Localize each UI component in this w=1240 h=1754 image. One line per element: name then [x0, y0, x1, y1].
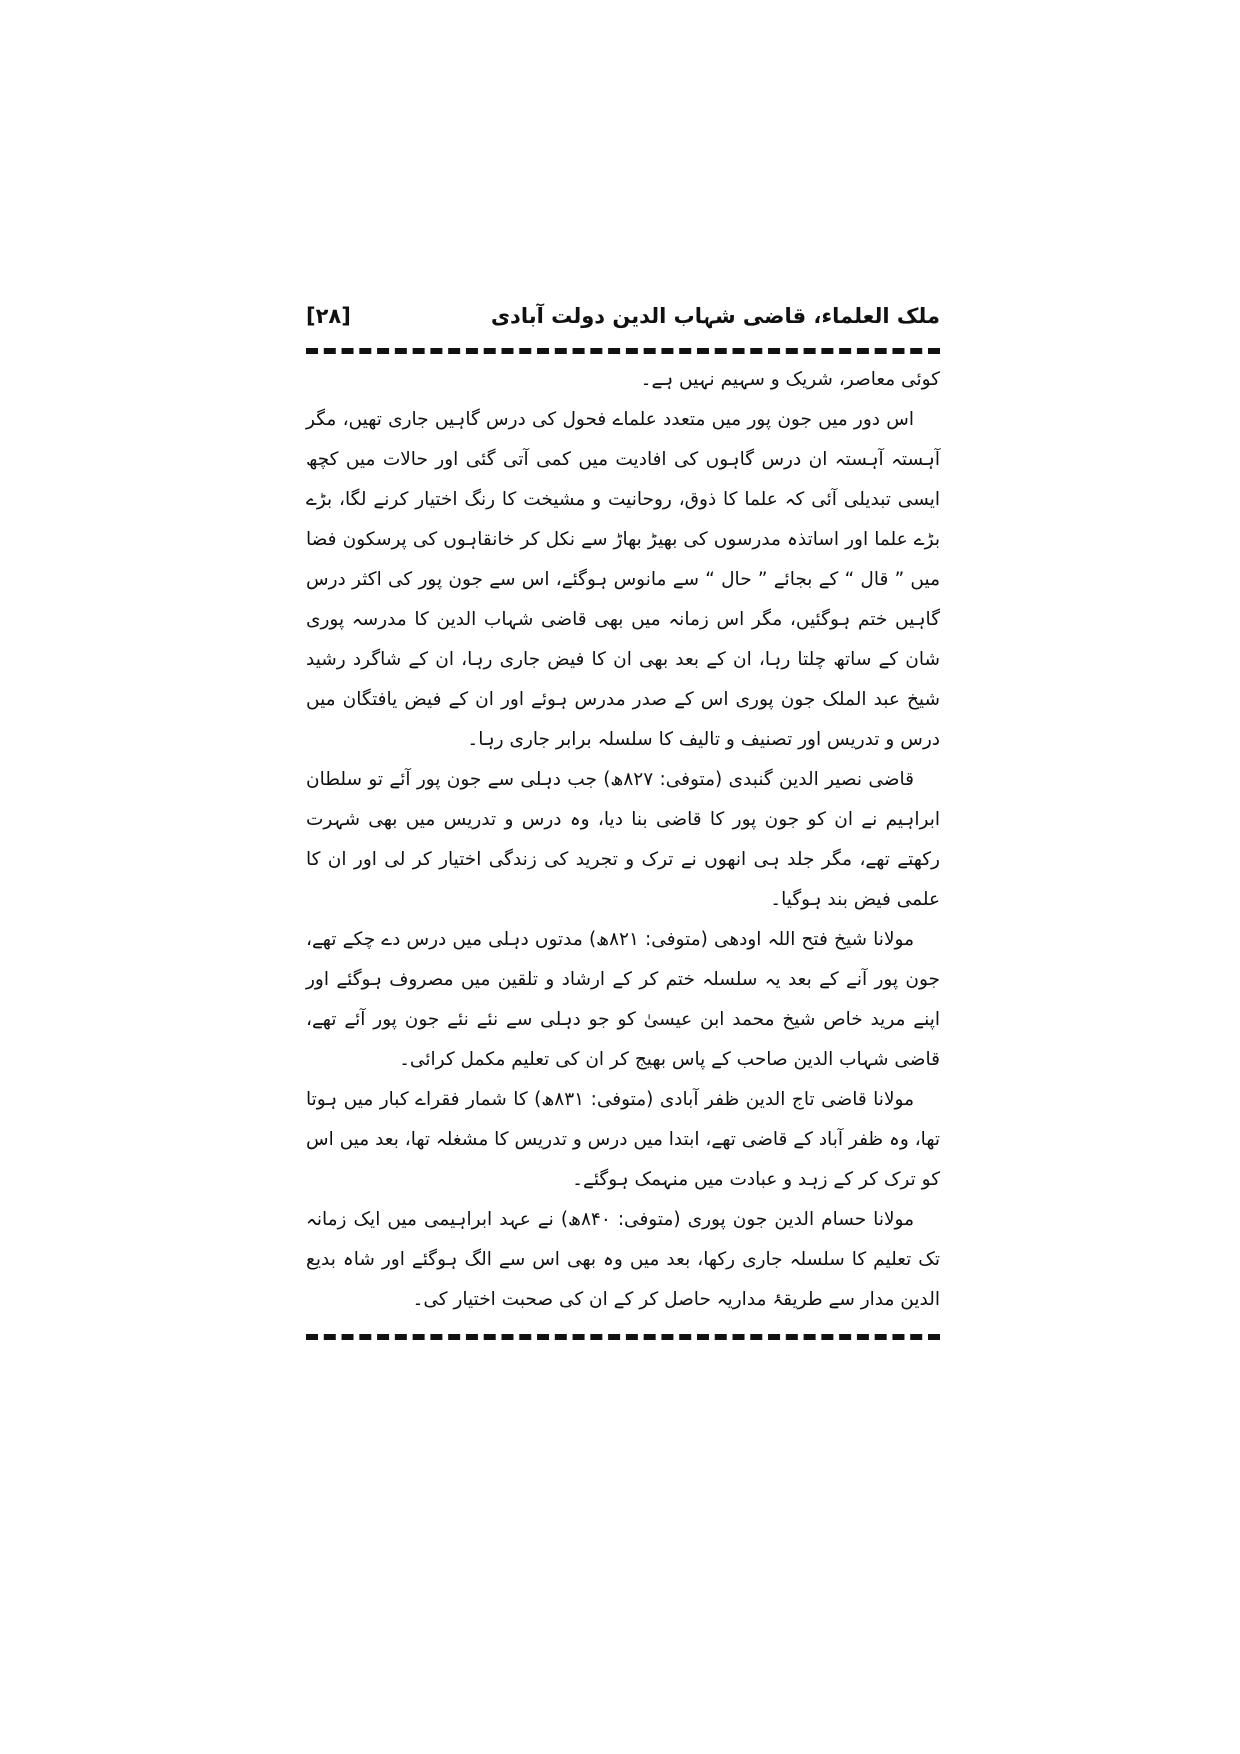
page-header — [306, 300, 940, 342]
paragraph-tajuddin-zafarabadi: مولانا قاضی تاج الدین ظفر آبادی (متوفی: ۸۳۱ھ) کا شمار فقراے کبار میں ہوتا تھا، وہ ظفر آباد کے قاضی تھے، ابتدا میں درس و تدریس کا مشغلہ تھا، بعد میں اس کو ترک کر کے زہد و عبادت میں منہمک ہوگئے۔ — [306, 1089, 940, 1190]
paragraph-husamuddin-jaunpuri: مولانا حسام الدین جون پوری (متوفی: ۸۴۰ھ) نے عہد ابراہیمی میں ایک زمانہ تک تعلیم کا سلسلہ جاری رکھا، بعد میں وہ بھی اس سے الگ ہوگئے اور شاہ بدیع الدین مدار سے طریقۂ مداریہ حاصل کر کے ان کی صحبت اختیار کی۔ — [306, 1209, 940, 1310]
paragraph-qazi-nasiruddin: قاضی نصیر الدین گنبدی (متوفی: ۸۲۷ھ) جب دہلی سے جون پور آئے تو سلطان ابراہیم نے ان کو جون پور کا قاضی بنا دیا، وہ درس و تدریس میں بھی شہرت رکھتے تھے، مگر جلد ہی انھوں نے ترک و تجرید کی زندگی اختیار کر لی اور ان کا علمی فیض بند ہوگیا۔ — [306, 769, 940, 910]
paragraph-fathullah-awadhi: مولانا شیخ فتح اللہ اودھی (متوفی: ۸۲۱ھ) مدتوں دہلی میں درس دے چکے تھے، جون پور آنے کے بعد یہ سلسلہ ختم کر کے ارشاد و تلقین میں مصروف ہوگئے اور اپنے مرید خاص شیخ محمد ابن عیسیٰ کو جو دہلی سے نئے نئے جون پور آئے تھے، قاضی شہاب الدین صاحب کے پاس بھیج کر ان کی تعلیم مکمل کرائی۔ — [306, 929, 940, 1070]
page-number: [۲۸] — [306, 304, 351, 328]
body-text — [306, 360, 940, 1320]
footer-divider — [306, 1334, 940, 1340]
header-divider — [306, 348, 940, 354]
book-page — [306, 300, 940, 1310]
running-title: ملک العلماء، قاضی شہاب الدین دولت آبادی — [490, 304, 940, 328]
paragraph-jaunpur-schools: اس دور میں جون پور میں متعدد علماے فحول کی درس گاہیں جاری تھیں، مگر آہستہ آہستہ ان درس گاہوں کی افادیت میں کمی آتی گئی اور حالات میں کچھ ایسی تبدیلی آئی کہ علما کا ذوق، روحانیت و مشیخت کا رنگ اختیار کرنے لگا، بڑے بڑے علما اور اساتذہ مدرسوں کی بھیڑ بھاڑ سے نکل کر خانقاہوں کی پرسکون فضا میں ” قال “ کے بجائے ” حال “ سے مانوس ہوگئے، اس سے جون پور کی اکثر درس گاہیں ختم ہوگئیں، مگر اس زمانہ میں بھی قاضی شہاب الدین کا مدرسہ پوری شان کے ساتھ چلتا رہا، ان کے بعد بھی ان کا فیض جاری رہا، ان کے شاگرد رشید شیخ عبد الملک جون پوری اس کے صدر مدرس ہوئے اور ان کے فیض یافتگان میں درس و تدریس اور تصنیف و تالیف کا سلسلہ برابر جاری رہا۔ — [306, 409, 940, 750]
paragraph-continuation: کوئی معاصر، شریک و سہیم نہیں ہے۔ — [640, 369, 940, 390]
